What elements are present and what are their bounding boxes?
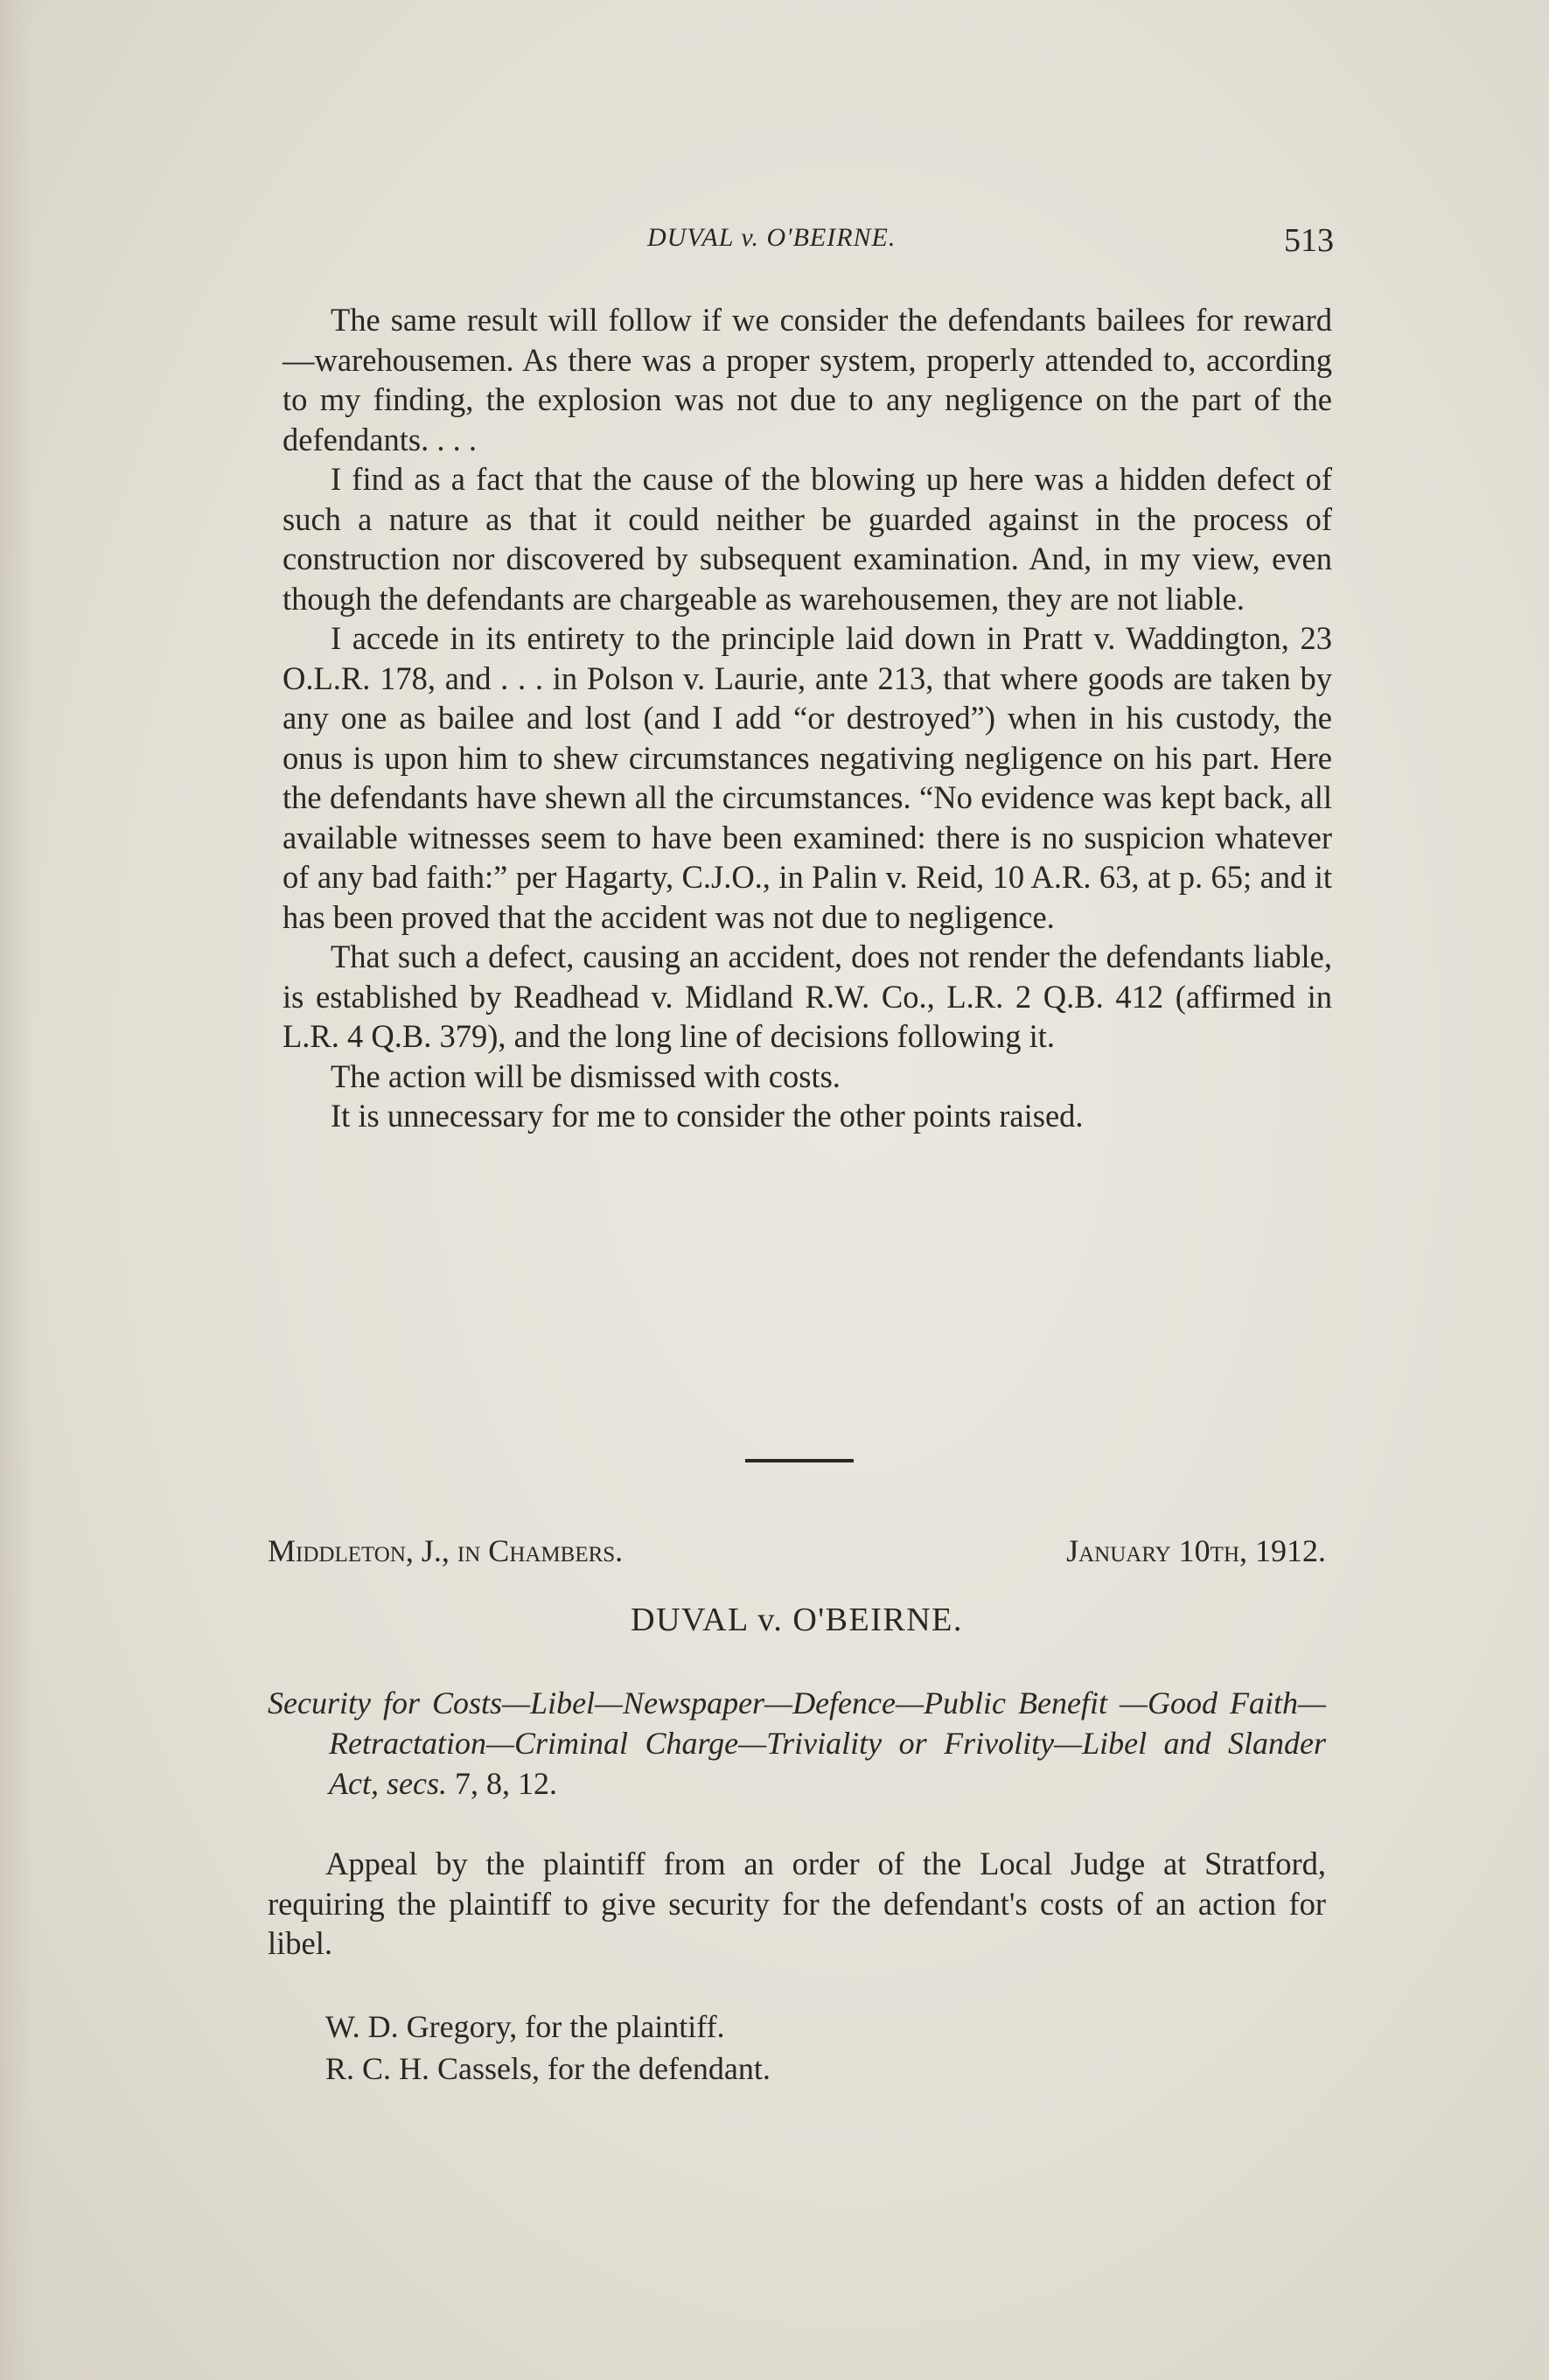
paragraph: It is unnecessary for me to consider the other points raised. (331, 1098, 1084, 1134)
case-meta (268, 1532, 1326, 1572)
case-date: January 10th, 1912. (1066, 1533, 1326, 1568)
paragraph: I accede in its entirety to the principle laid down in Pratt v. Waddington, 23 O.L.R. 178, and . . . in Polson v. Laurie, ante 213, that where goods are taken by any one as bailee and lost (and I add “or destroyed”) when in his custody, the onus is upon him to shew circumstances negativing negligence on his part. Here the defendants have shewn all the circumstances. “No evidence was kept back, all available witnesses seem to have been examined: there is no suspicion whatever of any bad faith:” per Hagarty, C.J.O., in Palin v. Reid, 10 A.R. 63, at p. 65; and it has been proved that the accident was not due to negligence. (283, 620, 1332, 935)
paragraph: The action will be dismissed with costs. (331, 1057, 841, 1094)
headnote (268, 1683, 1326, 1804)
binding-shadow (0, 0, 35, 2380)
case-title: DUVAL v. O'BEIRNE. (631, 1602, 963, 1638)
section-divider (745, 1459, 854, 1462)
counsel-plaintiff: W. D. Gregory, for the plaintiff. (325, 2009, 725, 2044)
headnote-italic: Security for Costs—Libel—Newspaper—Defence—Public Benefit —Good Faith—Retractation—Criminal Charge—Triviality or Frivolity—Libel and Slander Act, secs. (268, 1686, 1326, 1801)
appeal-paragraph: Appeal by the plaintiff from an order of the Local Judge at Stratford, requiring the plaintiff to give security for the defendant's costs of an action for libel. (268, 1846, 1326, 1961)
counsel-defendant: R. C. H. Cassels, for the defendant. (325, 2051, 771, 2086)
paragraph: I find as a fact that the cause of the blowing up here was a hidden defect of such a nature as that it could neither be guarded against in the process of construction nor discovered by subsequent examination. And, in my view, even though the defendants are chargeable as warehousemen, they are not liable. (283, 461, 1332, 617)
judge-line: Middleton, J., in Chambers. (268, 1533, 624, 1568)
judgment-text (283, 300, 1332, 1136)
page-header (280, 223, 1334, 267)
headnote-sections: 7, 8, 12. (446, 1766, 557, 1801)
paragraph: That such a defect, causing an accident, does not render the defendants liable, is established by Readhead v. Midland R.W. Co., L.R. 2 Q.B. 412 (affirmed in L.R. 4 Q.B. 379), and the long line of decisions following it. (283, 939, 1332, 1054)
running-head: DUVAL v. O'BEIRNE. (647, 223, 897, 252)
page-number: 513 (1284, 222, 1334, 259)
paragraph: The same result will follow if we consider the defendants bailees for reward—warehousemen. As there was a proper system, properly attended to, according to my finding, the explosion was not due to any negligence on the part of the defendants. . . . (283, 302, 1332, 457)
